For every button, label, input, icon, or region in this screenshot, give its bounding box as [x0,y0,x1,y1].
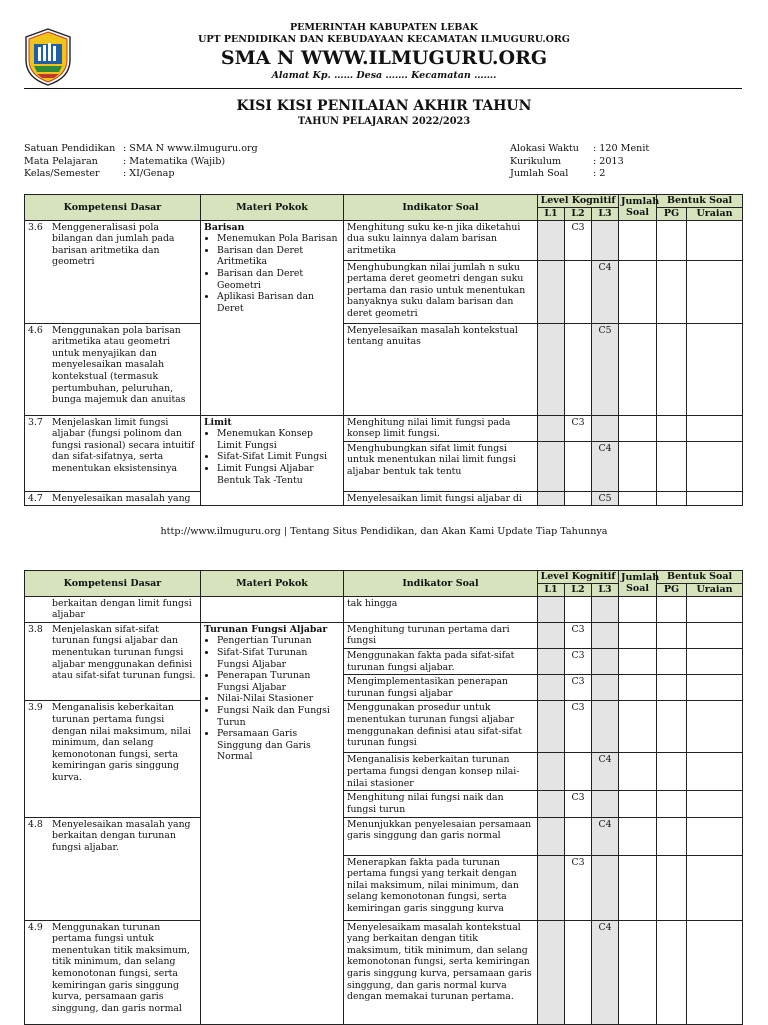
level-l3-cell [592,675,619,701]
indikator-cell: Menerapkan fakta pada turunan pertama fungsi yang terkait dengan nilai maksimum, nilai minimum, dan selang kemonotonan fungsi, serta kemiringan garis singgung kurva [344,855,538,920]
indikator-cell: Menyelesaikan limit fungsi aljabar di [344,491,538,506]
page-footer-link[interactable]: http://www.ilmuguru.org | Tentang Situs Pendidikan, dan Akan Kami Update Tiap Tahunnya [160,526,608,537]
level-l1-cell [538,675,565,701]
uraian-cell [687,491,743,506]
indikator-cell: Menunjukkan penyelesaian persamaan garis singgung dan garis normal [344,817,538,855]
info-value: : 2 [593,168,606,179]
kd-number [28,598,52,621]
level-value-l2: C3 [565,220,592,260]
jumlah-cell [619,415,657,441]
materi-cell [201,622,344,1024]
level-value-l3: C4 [592,920,619,1024]
info-label: Kelas/Semester [24,168,100,179]
indikator-cell: Menghubungkan nilai jumlah n suku pertama deret geometri dengan suku pertama dan rasio untuk menentukan banyaknya suku dalam barisan dan deret geometri [344,260,538,323]
info-row [24,143,258,156]
pg-cell [657,753,687,791]
level-value-l2: C3 [565,622,592,648]
letterhead [0,22,768,83]
uraian-cell [687,648,743,674]
info-value: : Matematika (Wajib) [123,155,226,167]
uraian-cell [687,622,743,648]
level-value-l3: C4 [592,753,619,791]
col-header-l3: L3 [592,208,619,221]
uraian-cell [687,596,743,622]
materi-title: Turunan Fungsi Aljabar [204,623,328,635]
level-l2-cell [565,260,592,323]
level-l3-cell [592,596,619,622]
indikator-cell: Menggunakan prosedur untuk menentukan turunan fungsi aljabar menggunakan definisi atau sifat-sifat turunan fungsi [344,701,538,753]
info-left [24,143,258,181]
info-label: Alokasi Waktu [510,143,579,154]
kd-number: 4.7 [28,492,43,504]
level-value-l3: C4 [592,817,619,855]
kd-text: berkaitan dengan limit fungsi aljabar [52,597,192,621]
document-title: KISI KISI PENILAIAN AKHIR TAHUN [236,98,532,114]
level-l1-cell [538,817,565,855]
col-header-l3: L3 [592,584,619,597]
info-label: Kurikulum [510,155,562,167]
kd-number: 3.6 [28,221,43,233]
info-row [24,168,258,181]
table-row [25,817,743,855]
pg-cell [657,622,687,648]
table-row [25,920,743,1024]
materi-item: • Pengertian Turunan [217,635,340,647]
letterhead-divider [24,88,742,89]
pg-cell [657,441,687,491]
level-value-l3: C4 [592,260,619,323]
level-l1-cell [538,753,565,791]
level-l1-cell [538,855,565,920]
level-l1-cell [538,596,565,622]
col-header-pg: PG [657,208,687,221]
info-row [24,156,258,169]
level-l2-cell [565,491,592,506]
kd-number: 4.9 [28,921,43,933]
jumlah-cell [619,596,657,622]
kd-number: 3.9 [28,702,43,714]
pg-cell [657,323,687,415]
kd-cell [25,920,201,1024]
kd-cell [25,491,201,506]
jumlah-cell [619,675,657,701]
indikator-cell: Mengimplementasikan penerapan turunan fungsi aljabar [344,675,538,701]
jumlah-cell [619,441,657,491]
uraian-cell [687,817,743,855]
table-row [25,701,743,753]
pg-cell [657,415,687,441]
kisi-table-page-1 [24,194,743,506]
table-row [25,491,743,506]
level-value-l3: C5 [592,491,619,506]
level-l1-cell [538,220,565,260]
kd-cell [25,701,201,817]
kd-number: 3.7 [28,416,43,428]
info-right [510,143,649,181]
level-l3-cell [592,220,619,260]
col-header-indikator-soal: Indikator Soal [344,571,538,597]
materi-item: • Limit Fungsi Aljabar Bentuk Tak -Tentu [217,463,340,486]
materi-item: • Fungsi Naik dan Fungsi Turun [217,705,340,728]
materi-cell [201,596,344,622]
kd-cell [25,622,201,701]
materi-cell [201,220,344,415]
col-header-materi-pokok: Materi Pokok [201,195,344,221]
materi-item: • Menemukan Pola Barisan [217,233,340,245]
jumlah-cell [619,753,657,791]
pg-cell [657,220,687,260]
kd-text: Menyelesaikan masalah yang berkaitan dengan turunan fungsi aljabar. [52,818,191,853]
uraian-cell [687,920,743,1024]
materi-title: Barisan [204,221,245,233]
materi-item: • Sifat-Sifat Limit Fungsi [217,451,340,463]
info-value: : SMA N www.ilmuguru.org [123,143,258,154]
document-subtitle: TAHUN PELAJARAN 2022/2023 [297,116,471,127]
materi-cell [201,415,344,506]
col-header-jumlah-soal: Jumlah Soal [619,195,657,221]
info-value: : 2013 [593,155,624,167]
table-row [25,622,743,648]
col-header-l2: L2 [565,208,592,221]
uraian-cell [687,441,743,491]
uraian-cell [687,220,743,260]
pg-cell [657,791,687,817]
kd-cell [25,596,201,622]
table-row [25,220,743,260]
kd-text: Menggunakan turunan pertama fungsi untuk menentukan titik maksimum, titik minimum, dan selang kemonotonan fungsi, serta kemiringan garis singgung kurva, persamaan garis singgung, dan garis normal [52,921,190,1014]
jumlah-cell [619,220,657,260]
level-l1-cell [538,491,565,506]
jumlah-cell [619,648,657,674]
level-value-l3: C5 [592,323,619,415]
materi-item: • Penerapan Turunan Fungsi Aljabar [217,670,340,693]
materi-item: • Barisan dan Deret Aritmetika [217,245,340,268]
pg-cell [657,596,687,622]
government-name: PEMERINTAH KABUPATEN LEBAK [289,22,479,33]
pg-cell [657,675,687,701]
jumlah-cell [619,622,657,648]
level-l1-cell [538,260,565,323]
col-header-kompetensi-dasar: Kompetensi Dasar [25,571,201,597]
school-name: SMA N WWW.ILMUGURU.ORG [220,47,548,69]
level-l1-cell [538,648,565,674]
kd-number: 4.8 [28,818,43,830]
uraian-cell [687,323,743,415]
info-label: Mata Pelajaran [24,155,98,167]
kd-cell [25,220,201,323]
level-value-l2: C3 [565,701,592,753]
kd-number: 4.6 [28,324,43,336]
col-header-kompetensi-dasar: Kompetensi Dasar [25,195,201,221]
kd-cell [25,415,201,491]
col-header-bentuk-soal: Bentuk Soal [657,571,743,584]
col-header-indikator-soal: Indikator Soal [344,195,538,221]
jumlah-cell [619,817,657,855]
pg-cell [657,648,687,674]
level-l2-cell [565,753,592,791]
pg-cell [657,491,687,506]
jumlah-cell [619,791,657,817]
indikator-cell: tak hingga [344,596,538,622]
col-header-jumlah-soal: Jumlah Soal [619,571,657,597]
materi-item: • Barisan dan Deret Geometri [217,268,340,291]
level-l3-cell [592,415,619,441]
indikator-cell: Menyelesaikan masalah kontekstual tentang anuitas [344,323,538,415]
kd-text: Menyelesaikan masalah yang [52,492,191,504]
materi-item: • Sifat-Sifat Turunan Fungsi Aljabar [217,647,340,670]
indikator-cell: Menghitung turunan pertama dari fungsi [344,622,538,648]
info-row [510,156,649,169]
col-header-l1: L1 [538,584,565,597]
level-l2-cell [565,323,592,415]
materi-item: • Nilai-Nilai Stasioner [217,693,340,705]
level-value-l2: C3 [565,791,592,817]
level-l3-cell [592,855,619,920]
jumlah-cell [619,491,657,506]
level-l1-cell [538,415,565,441]
kd-text: Menggeneralisasi pola bilangan dan jumlah pada barisan aritmetika dan geometri [52,221,175,268]
col-header-materi-pokok: Materi Pokok [201,571,344,597]
col-header-l1: L1 [538,208,565,221]
kd-cell [25,323,201,415]
kd-text: Menjelaskan sifat-sifat turunan fungsi aljabar dan menentukan turunan fungsi aljabar menggunakan definisi atau sifat-sifat turunan fungsi. [52,623,196,682]
school-address: Alamat Kp. …… Desa ……. Kecamatan ……. [271,70,497,81]
info-row [510,143,649,156]
col-header-l2: L2 [565,584,592,597]
uraian-cell [687,701,743,753]
uraian-cell [687,855,743,920]
level-l3-cell [592,701,619,753]
kd-number: 3.8 [28,623,43,635]
kd-text: Menjelaskan limit fungsi aljabar (fungsi polinom dan fungsi rasional) secara intuitif dan sifat-sifatnya, serta menentukan eksistensinya [52,416,195,474]
uraian-cell [687,260,743,323]
col-header-level-kognitif: Level Kognitif [538,195,619,208]
indikator-cell: Menggunakan fakta pada sifat-sifat turunan fungsi aljabar. [344,648,538,674]
jumlah-cell [619,920,657,1024]
table-row [25,596,743,622]
indikator-cell: Menghubungkan sifat limit fungsi untuk menentukan nilai limit fungsi aljabar bentuk tak tentu [344,441,538,491]
table-row [25,323,743,415]
kisi-table-page-2 [24,570,743,1025]
pg-cell [657,855,687,920]
col-header-level-kognitif: Level Kognitif [538,571,619,584]
indikator-cell: Menganalisis keberkaitan turunan pertama fungsi dengan konsep nilai-nilai stasioner [344,753,538,791]
office-name: UPT PENDIDIKAN DAN KEBUDAYAAN KECAMATAN ILMUGURU.ORG [198,34,570,45]
level-l3-cell [592,622,619,648]
level-l1-cell [538,441,565,491]
jumlah-cell [619,855,657,920]
pg-cell [657,920,687,1024]
level-l2-cell [565,920,592,1024]
level-value-l2: C3 [565,415,592,441]
jumlah-cell [619,260,657,323]
level-l3-cell [592,648,619,674]
kd-text: Menggunakan pola barisan aritmetika atau geometri untuk menyajikan dan menyelesaikan masalah kontekstual (termasuk pertumbuhan, peluruhan, bunga majemuk dan anuitas [52,324,186,406]
level-l1-cell [538,920,565,1024]
jumlah-cell [619,701,657,753]
level-l2-cell [565,596,592,622]
info-value: : 120 Menit [593,143,650,154]
level-l1-cell [538,323,565,415]
level-value-l2: C3 [565,855,592,920]
pg-cell [657,260,687,323]
level-value-l2: C3 [565,675,592,701]
jumlah-cell [619,323,657,415]
materi-item: • Aplikasi Barisan dan Deret [217,291,340,314]
table-row [25,415,743,441]
level-l2-cell [565,441,592,491]
materi-item: • Menemukan Konsep Limit Fungsi [217,428,340,451]
uraian-cell [687,415,743,441]
col-header-uraian: Uraian [687,208,743,221]
indikator-cell: Menghitung nilai limit fungsi pada konsep limit fungsi. [344,415,538,441]
level-value-l3: C4 [592,441,619,491]
info-value: : XI/Genap [123,168,175,179]
level-l3-cell [592,791,619,817]
pg-cell [657,817,687,855]
indikator-cell: Menyelesaikam masalah kontekstual yang berkaitan dengan titik maksimum, titik minimum, dan selang kemonotonan fungsi, serta kemiringan garis singgung kurva, persamaan garis singgung, dan garis normal kurva dengan memakai turunan pertama. [344,920,538,1024]
materi-title: Limit [204,416,232,428]
indikator-cell: Menghitung suku ke-n jika diketahui dua suku lainnya dalam barisan aritmetika [344,220,538,260]
level-l1-cell [538,701,565,753]
pg-cell [657,701,687,753]
col-header-bentuk-soal: Bentuk Soal [657,195,743,208]
info-label: Jumlah Soal [510,168,569,179]
indikator-cell: Menghitung nilai fungsi naik dan fungsi turun [344,791,538,817]
kd-text: Menganalisis keberkaitan turunan pertama fungsi dengan nilai maksimum, nilai minimum, dan selang kemonotonan fungsi, serta kemiringan garis singgung kurva. [52,702,191,783]
level-l2-cell [565,817,592,855]
info-row [510,168,649,181]
col-header-pg: PG [657,584,687,597]
info-label: Satuan Pendidikan [24,143,116,154]
uraian-cell [687,791,743,817]
uraian-cell [687,675,743,701]
level-l1-cell [538,622,565,648]
materi-item: • Persamaan Garis Singgung dan Garis Normal [217,728,340,763]
uraian-cell [687,753,743,791]
level-l1-cell [538,791,565,817]
kd-cell [25,817,201,920]
col-header-uraian: Uraian [687,584,743,597]
level-value-l2: C3 [565,648,592,674]
